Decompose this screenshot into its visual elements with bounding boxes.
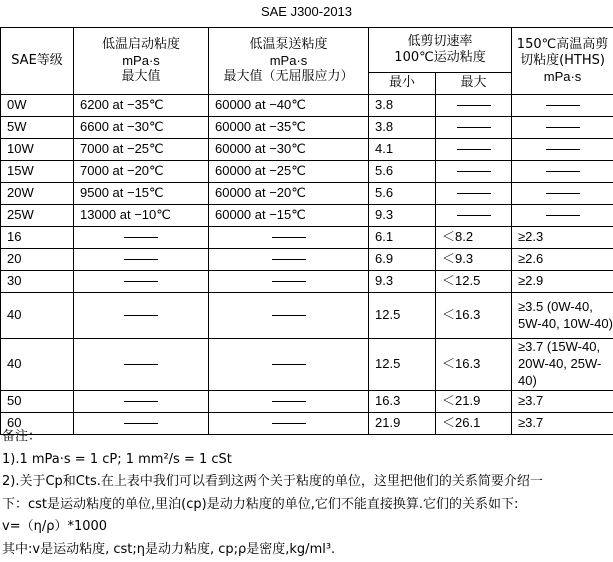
cell-kv-max — [436, 293, 512, 339]
cell-mrv — [209, 227, 369, 249]
cell-kv-min — [369, 183, 436, 205]
cell-kv-min — [369, 227, 436, 249]
table-row — [1, 117, 613, 139]
cell-ccs — [74, 293, 209, 339]
dash-icon — [272, 237, 306, 238]
cell-kv-min — [369, 339, 436, 391]
cell-ccs — [74, 205, 209, 227]
header-ccs-line3: 最大值 — [74, 69, 208, 85]
dash-icon — [457, 215, 491, 216]
cell-hths — [512, 161, 613, 183]
cell-mrv — [209, 183, 369, 205]
cell-grade-text: 10W — [7, 141, 34, 156]
cell-hths-text: ≥3.7 — [518, 415, 543, 430]
cell-kv-min-text: 3.8 — [375, 119, 393, 134]
notes-section — [2, 427, 613, 562]
cell-hths-text: ≥2.9 — [518, 273, 543, 288]
table-row — [1, 95, 613, 117]
dash-icon — [124, 364, 158, 365]
cell-kv-max — [436, 391, 512, 413]
table-row — [1, 339, 613, 391]
header-kv — [369, 28, 512, 73]
note-definitions: 其中:v是运动粘度, cst;η是动力粘度, cp;ρ是密度,kg/ml³. — [2, 540, 613, 562]
cell-mrv-text: 60000 at −30℃ — [215, 141, 306, 156]
cell-mrv — [209, 117, 369, 139]
cell-mrv — [209, 293, 369, 339]
cell-kv-min-text: 5.6 — [375, 163, 393, 178]
header-kv-max: 最大 — [436, 72, 512, 94]
header-ccs-line2: mPa·s — [74, 53, 208, 69]
cell-grade-text: 0W — [7, 97, 27, 112]
note-2-continued: 下：cst是运动粘度的单位,里泊(cp)是动力粘度的单位,它们不能直接换算.它们的关系如下: — [2, 495, 613, 518]
cell-hths — [512, 205, 613, 227]
cell-mrv — [209, 205, 369, 227]
table-row — [1, 249, 613, 271]
cell-kv-max — [436, 95, 512, 117]
header-kv-min: 最小 — [369, 72, 436, 94]
cell-ccs-text: 7000 at −25℃ — [80, 141, 164, 156]
dash-icon — [546, 127, 580, 128]
cell-kv-max — [436, 205, 512, 227]
cell-ccs-text: 13000 at −10℃ — [80, 207, 171, 222]
table-row — [1, 293, 613, 339]
cell-hths — [512, 293, 613, 339]
cell-grade-text: 15W — [7, 163, 34, 178]
header-kv-line1: 低剪切速率 — [369, 34, 511, 50]
notes-heading: 备注： — [2, 427, 613, 450]
cell-ccs — [74, 391, 209, 413]
cell-kv-min-text: 4.1 — [375, 141, 393, 156]
cell-grade-text: 30 — [7, 273, 21, 288]
cell-hths — [512, 391, 613, 413]
dash-icon — [124, 423, 158, 424]
dash-icon — [546, 193, 580, 194]
cell-ccs — [74, 227, 209, 249]
cell-kv-max — [436, 339, 512, 391]
dash-icon — [272, 364, 306, 365]
dash-icon — [124, 315, 158, 316]
cell-grade — [1, 139, 74, 161]
cell-kv-min-text: 12.5 — [375, 356, 400, 371]
cell-kv-max-text: ＜16.3 — [442, 356, 480, 371]
cell-ccs — [74, 183, 209, 205]
cell-hths — [512, 339, 613, 391]
cell-hths — [512, 139, 613, 161]
cell-mrv — [209, 95, 369, 117]
cell-mrv-text: 60000 at −35℃ — [215, 119, 306, 134]
cell-ccs — [74, 161, 209, 183]
cell-kv-min-text: 3.8 — [375, 97, 393, 112]
cell-kv-min — [369, 117, 436, 139]
header-ccs — [74, 28, 209, 95]
dash-icon — [457, 127, 491, 128]
table-row — [1, 183, 613, 205]
cell-hths-text: ≥2.6 — [518, 251, 543, 266]
header-mrv-line3: 最大值（无屈服应力） — [209, 69, 368, 85]
cell-grade-text: 40 — [7, 307, 21, 322]
header-ccs-line1: 低温启动粘度 — [74, 37, 208, 53]
cell-mrv-text: 60000 at −15℃ — [215, 207, 306, 222]
header-grade: SAE等级 — [1, 28, 74, 95]
cell-kv-max — [436, 183, 512, 205]
cell-kv-min-text: 9.3 — [375, 273, 393, 288]
cell-kv-min-text: 5.6 — [375, 185, 393, 200]
cell-kv-min-text: 6.9 — [375, 251, 393, 266]
dash-icon — [272, 259, 306, 260]
dash-icon — [272, 315, 306, 316]
cell-mrv — [209, 139, 369, 161]
cell-mrv — [209, 161, 369, 183]
table-row — [1, 391, 613, 413]
header-hths — [512, 28, 613, 95]
dash-icon — [546, 105, 580, 106]
cell-kv-min-text: 6.1 — [375, 229, 393, 244]
cell-kv-max — [436, 227, 512, 249]
note-formula: v=（η/ρ）*1000 — [2, 517, 613, 540]
table-row — [1, 271, 613, 293]
cell-hths-text: ≥2.3 — [518, 229, 543, 244]
cell-kv-min-text: 21.9 — [375, 415, 400, 430]
cell-hths — [512, 95, 613, 117]
cell-grade-text: 20W — [7, 185, 34, 200]
cell-kv-min — [369, 249, 436, 271]
cell-kv-max-text: ＜8.2 — [442, 229, 473, 244]
cell-hths-text: ≥3.7 (15W-40, 20W-40, 25W-40) — [518, 339, 601, 388]
cell-grade — [1, 183, 74, 205]
header-mrv-line1: 低温泵送粘度 — [209, 37, 368, 53]
cell-hths — [512, 249, 613, 271]
note-2: 2).关于Cp和Cts.在上表中我们可以看到这两个关于粘度的单位，这里把他们的关系简要介绍一 — [2, 472, 613, 495]
dash-icon — [546, 171, 580, 172]
cell-ccs — [74, 139, 209, 161]
cell-kv-max — [436, 161, 512, 183]
cell-kv-max — [436, 271, 512, 293]
cell-hths — [512, 227, 613, 249]
table-body — [1, 95, 613, 435]
cell-hths — [512, 183, 613, 205]
cell-kv-max — [436, 139, 512, 161]
cell-grade-text: 50 — [7, 393, 21, 408]
table-title: SAE J300-2013 — [0, 4, 613, 19]
cell-grade — [1, 271, 74, 293]
cell-grade — [1, 293, 74, 339]
cell-grade — [1, 339, 74, 391]
cell-kv-max-text: ＜12.5 — [442, 273, 480, 288]
cell-kv-min — [369, 161, 436, 183]
cell-ccs — [74, 271, 209, 293]
cell-kv-max — [436, 117, 512, 139]
dash-icon — [546, 149, 580, 150]
table-row — [1, 227, 613, 249]
cell-kv-min-text: 16.3 — [375, 393, 400, 408]
dash-icon — [124, 401, 158, 402]
cell-grade — [1, 391, 74, 413]
cell-ccs-text: 7000 at −20℃ — [80, 163, 164, 178]
dash-icon — [457, 105, 491, 106]
dash-icon — [457, 149, 491, 150]
cell-ccs — [74, 249, 209, 271]
cell-grade — [1, 249, 74, 271]
dash-icon — [272, 281, 306, 282]
cell-mrv — [209, 249, 369, 271]
dash-icon — [124, 281, 158, 282]
dash-icon — [546, 215, 580, 216]
dash-icon — [457, 193, 491, 194]
cell-ccs-text: 9500 at −15℃ — [80, 185, 164, 200]
table-row — [1, 139, 613, 161]
cell-ccs-text: 6200 at −35℃ — [80, 97, 164, 112]
header-hths-line1: 150℃高温高剪 — [512, 37, 613, 53]
cell-kv-max-text: ＜21.9 — [442, 393, 480, 408]
cell-grade — [1, 227, 74, 249]
cell-mrv — [209, 271, 369, 293]
cell-ccs — [74, 339, 209, 391]
cell-kv-min-text: 9.3 — [375, 207, 393, 222]
cell-kv-min — [369, 205, 436, 227]
cell-kv-max-text: ＜26.1 — [442, 415, 480, 430]
table-row — [1, 161, 613, 183]
header-hths-line3: mPa·s — [512, 69, 613, 85]
table-row — [1, 205, 613, 227]
dash-icon — [272, 423, 306, 424]
header-mrv — [209, 28, 369, 95]
cell-grade — [1, 117, 74, 139]
cell-kv-max-text: ＜16.3 — [442, 307, 480, 322]
cell-hths-text: ≥3.5 (0W-40, 5W-40, 10W-40) — [518, 299, 613, 331]
dash-icon — [124, 237, 158, 238]
note-1: 1).1 mPa·s = 1 cP; 1 mm²/s = 1 cSt — [2, 450, 613, 473]
cell-grade-text: 60 — [7, 415, 21, 430]
cell-kv-max-text: ＜9.3 — [442, 251, 473, 266]
cell-grade — [1, 161, 74, 183]
cell-kv-min-text: 12.5 — [375, 307, 400, 322]
cell-hths-text: ≥3.7 — [518, 393, 543, 408]
sae-viscosity-table — [0, 27, 613, 435]
cell-hths — [512, 117, 613, 139]
cell-mrv-text: 60000 at −40℃ — [215, 97, 306, 112]
cell-grade — [1, 95, 74, 117]
cell-grade-text: 25W — [7, 207, 34, 222]
cell-kv-min — [369, 95, 436, 117]
header-kv-line2: 100℃运动粘度 — [369, 50, 511, 66]
cell-kv-min — [369, 391, 436, 413]
cell-mrv — [209, 339, 369, 391]
cell-grade-text: 20 — [7, 251, 21, 266]
cell-kv-min — [369, 271, 436, 293]
dash-icon — [124, 259, 158, 260]
cell-kv-min — [369, 293, 436, 339]
cell-ccs — [74, 95, 209, 117]
cell-hths — [512, 271, 613, 293]
cell-ccs — [74, 117, 209, 139]
header-hths-line2: 切粘度(HTHS) — [512, 53, 613, 69]
cell-mrv-text: 60000 at −25℃ — [215, 163, 306, 178]
dash-icon — [272, 401, 306, 402]
cell-grade — [1, 205, 74, 227]
cell-grade-text: 16 — [7, 229, 21, 244]
cell-kv-min — [369, 139, 436, 161]
header-mrv-line2: mPa·s — [209, 53, 368, 69]
cell-kv-max — [436, 249, 512, 271]
cell-ccs-text: 6600 at −30℃ — [80, 119, 164, 134]
cell-grade-text: 5W — [7, 119, 27, 134]
cell-mrv-text: 60000 at −20℃ — [215, 185, 306, 200]
cell-grade-text: 40 — [7, 356, 21, 371]
dash-icon — [457, 171, 491, 172]
cell-mrv — [209, 391, 369, 413]
